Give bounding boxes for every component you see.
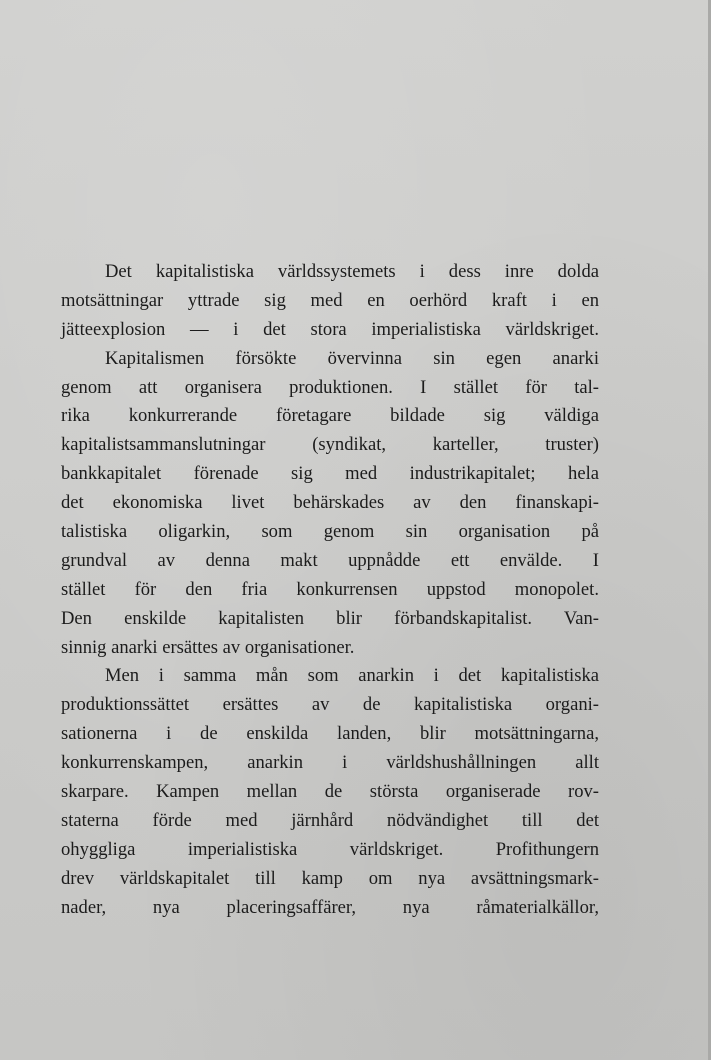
- text-line: Den enskilde kapitalisten blir förbandskapitalist. Van-: [61, 607, 599, 629]
- text-line: skarpare. Kampen mellan de största organiserade rov-: [61, 781, 599, 803]
- text-line: stället för den fria konkurrensen uppstod monopolet.: [61, 578, 599, 600]
- text-line: Det kapitalistiska världssystemets i dess inre dolda: [105, 261, 599, 282]
- text-line: ohyggliga imperialistiska världskriget. Profithungern: [61, 838, 599, 860]
- text-line: staterna förde med järnhård nödvändighet till det: [61, 809, 599, 831]
- text-line: genom att organisera produktionen. I stället för tal-: [61, 376, 599, 398]
- text-line: sationerna i de enskilda landen, blir motsättningarna,: [61, 723, 599, 745]
- text-line: bankkapitalet förenade sig med industrikapitalet; hela: [61, 463, 599, 485]
- text-line: det ekonomiska livet behärskades av den finanskapi-: [61, 492, 599, 514]
- text-line: nader, nya placeringsaffärer, nya råmaterialkällor,: [61, 896, 599, 918]
- text-line: rika konkurrerande företagare bildade sig väldiga: [61, 405, 599, 427]
- text-line: talistiska oligarkin, som genom sin organisation på: [61, 521, 599, 543]
- text-line: drev världskapitalet till kamp om nya avsättningsmark-: [61, 867, 599, 889]
- text-line: konkurrenskampen, anarkin i världshushållningen allt: [61, 752, 599, 774]
- text-line: motsättningar yttrade sig med en oerhörd kraft i en: [61, 289, 599, 311]
- text-line: sinnig anarki ersättes av organisationer.: [61, 636, 355, 658]
- text-line: kapitalistsammanslutningar (syndikat, karteller, truster): [61, 434, 599, 456]
- text-line: Men i samma mån som anarkin i det kapitalistiska: [105, 665, 599, 687]
- text-line: produktionssättet ersättes av de kapitalistiska organi-: [61, 694, 599, 716]
- text-line: jätteexplosion — i det stora imperialistiska världskriget.: [61, 318, 599, 340]
- body-text: [61, 258, 599, 922]
- text-line: grundval av denna makt uppnådde ett envälde. I: [61, 549, 599, 571]
- text-line: Kapitalismen försökte övervinna sin egen anarki: [105, 347, 599, 369]
